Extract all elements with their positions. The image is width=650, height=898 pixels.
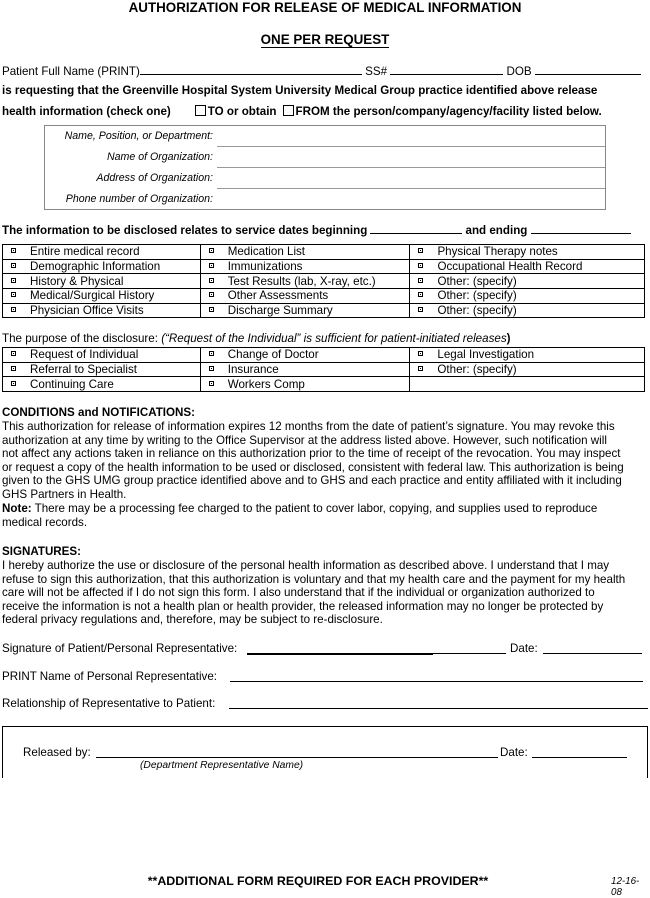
patient-name-label: Patient Full Name (PRINT) xyxy=(2,65,140,78)
option-label: Continuing Care xyxy=(30,377,114,391)
grid-row xyxy=(3,245,645,260)
option-label: Workers Comp xyxy=(227,377,305,391)
patient-name-field[interactable] xyxy=(140,64,362,75)
checkbox-bullet-icon[interactable] xyxy=(418,248,423,253)
option-label: Other: (specify) xyxy=(437,274,517,288)
form-subtitle: ONE PER REQUEST xyxy=(260,32,390,47)
checkbox-bullet-icon[interactable] xyxy=(209,307,214,312)
option-label: Occupational Health Record xyxy=(437,260,583,274)
recipient-row xyxy=(45,126,605,147)
text-line: GHS Partners in Health. xyxy=(2,487,127,501)
grid-cell xyxy=(200,289,410,304)
grid-cell xyxy=(410,274,645,289)
note-text: There may be a processing fee charged to the patient to cover labor, copying, and supplies used to reproduce xyxy=(31,502,598,515)
grid-cell xyxy=(3,245,201,260)
grid-cell xyxy=(200,348,410,363)
grid-row xyxy=(3,289,645,304)
checkbox-bullet-icon[interactable] xyxy=(418,307,423,312)
service-dates-label: The information to be disclosed relates to service dates beginning xyxy=(2,224,368,237)
grid-row xyxy=(3,348,645,363)
grid-cell xyxy=(200,303,410,318)
checkbox-bullet-icon[interactable] xyxy=(209,263,214,268)
purpose-label: The purpose of the disclosure: xyxy=(2,332,158,345)
text-line: This authorization for release of information expires 12 months from the date of patient’s signature. You may revoke this xyxy=(2,420,615,433)
option-label: Entire medical record xyxy=(30,245,140,259)
request-line-2 xyxy=(2,105,602,118)
relationship-label: Relationship of Representative to Patient: xyxy=(2,697,216,710)
grid-cell xyxy=(3,362,201,377)
checkbox-bullet-icon[interactable] xyxy=(418,351,423,356)
patient-line xyxy=(2,64,648,78)
ending-label: and ending xyxy=(465,224,528,237)
to-checkbox[interactable] xyxy=(195,105,206,116)
relationship-field[interactable] xyxy=(229,708,648,709)
checkbox-bullet-icon[interactable] xyxy=(209,366,214,371)
grid-cell xyxy=(3,289,201,304)
option-label: Demographic Information xyxy=(30,260,161,274)
signature-field[interactable] xyxy=(247,653,433,655)
checkbox-bullet-icon[interactable] xyxy=(209,292,214,297)
grid-row xyxy=(3,303,645,318)
text-line: or request a copy of the health information to be used or disclosed, consistent with federal law. This authorization is being xyxy=(2,460,624,474)
grid-cell xyxy=(410,289,645,304)
signature-date-field[interactable] xyxy=(543,653,642,654)
conditions-heading: CONDITIONS and NOTIFICATIONS: xyxy=(2,406,196,419)
check-one-label: health information (check one) xyxy=(2,105,171,118)
checkbox-bullet-icon[interactable] xyxy=(11,307,16,312)
grid-cell xyxy=(410,259,645,274)
conditions-body xyxy=(2,420,648,501)
from-checkbox[interactable] xyxy=(283,105,294,116)
grid-row xyxy=(3,362,645,377)
text-line: care will not be affected if I do not sign this form. I also understand that if the individual or organization authorized to xyxy=(2,586,595,599)
signature-field-extension[interactable] xyxy=(433,653,506,654)
department-rep-note: (Department Representative Name) xyxy=(140,760,304,771)
grid-cell xyxy=(200,274,410,289)
text-line: not affect any actions taken in reliance on this authorization prior to the time of receipt of the revocation. You may inspect xyxy=(2,447,621,460)
to-label: TO xyxy=(207,105,224,118)
released-by-label: Released by: xyxy=(23,746,91,759)
dob-label: DOB xyxy=(506,65,532,78)
form-revision-code: 12-16-08 xyxy=(611,876,640,898)
checkbox-bullet-icon[interactable] xyxy=(418,263,423,268)
option-label: Test Results (lab, X-ray, etc.) xyxy=(227,274,376,288)
grid-cell xyxy=(410,303,645,318)
recipient-row xyxy=(45,147,605,168)
option-label: Other: (specify) xyxy=(437,289,517,303)
grid-cell xyxy=(410,362,645,377)
request-line-1: is requesting that the Greenville Hospital System University Medical Group practice identified above release xyxy=(2,84,598,97)
option-label: Other: (specify) xyxy=(437,363,517,377)
grid-cell xyxy=(200,259,410,274)
checkbox-bullet-icon[interactable] xyxy=(11,263,16,268)
text-line: refuse to sign this authorization, that this authorization is voluntary and that my health care and the payment for my health xyxy=(2,572,626,586)
checkbox-bullet-icon[interactable] xyxy=(11,292,16,297)
grid-cell xyxy=(3,377,201,392)
organization-address-label: Address of Organization: xyxy=(96,172,213,184)
purpose-close: ) xyxy=(506,332,511,345)
checkbox-bullet-icon[interactable] xyxy=(11,278,16,283)
service-dates-line xyxy=(2,223,631,237)
print-name-label: PRINT Name of Personal Representative: xyxy=(2,670,218,683)
checkbox-bullet-icon[interactable] xyxy=(11,366,16,371)
print-name-field[interactable] xyxy=(230,681,643,682)
purpose-grid xyxy=(2,347,645,392)
option-label: Discharge Summary xyxy=(227,304,333,318)
grid-cell xyxy=(410,348,645,363)
checkbox-bullet-icon[interactable] xyxy=(11,351,16,356)
option-label: Other Assessments xyxy=(227,289,329,303)
recipient-box xyxy=(44,125,606,210)
end-date-field[interactable] xyxy=(531,223,631,234)
option-label: Request of Individual xyxy=(30,348,139,362)
option-label: Immunizations xyxy=(227,260,303,274)
option-label: Insurance xyxy=(227,363,279,377)
option-label: Medical/Surgical History xyxy=(30,289,155,303)
text-line: given to the GHS UMG group practice identified above and to GHS and each practice and entity affiliated with it including xyxy=(2,474,622,487)
from-label: FROM the person/company/agency/facility listed below. xyxy=(295,105,602,118)
release-date-field[interactable] xyxy=(532,757,627,758)
information-grid xyxy=(2,244,645,318)
note-line-2: medical records. xyxy=(2,515,88,529)
recipient-name-label: Name, Position, or Department: xyxy=(64,130,213,142)
checkbox-bullet-icon[interactable] xyxy=(11,381,16,386)
checkbox-bullet-icon[interactable] xyxy=(11,248,16,253)
grid-cell xyxy=(200,362,410,377)
signatures-body xyxy=(2,559,648,627)
grid-cell xyxy=(410,377,645,392)
note-label: Note: xyxy=(2,502,32,515)
purpose-note: (“Request of the Individual” is sufficient for patient-initiated releases xyxy=(161,332,507,345)
release-box xyxy=(2,726,648,778)
ss-label: SS# xyxy=(365,65,388,78)
or-obtain-label: or obtain xyxy=(226,105,277,118)
organization-phone-label: Phone number of Organization: xyxy=(65,193,213,205)
option-label: Referral to Specialist xyxy=(30,363,137,377)
option-label: Medication List xyxy=(227,245,306,259)
grid-cell xyxy=(3,259,201,274)
grid-cell xyxy=(3,274,201,289)
recipient-row xyxy=(45,168,605,189)
option-label: Other: (specify) xyxy=(437,304,517,318)
grid-cell xyxy=(200,377,410,392)
text-line: authorization at any time by writing to the Office Supervisor at the address listed above. However, such notification will xyxy=(2,433,607,447)
option-label: Legal Investigation xyxy=(437,348,535,362)
text-line: federal privacy regulations and, therefore, may be subject to re-disclosure. xyxy=(2,613,383,626)
ss-field[interactable] xyxy=(390,64,503,75)
form-title: AUTHORIZATION FOR RELEASE OF MEDICAL INFORMATION xyxy=(128,0,522,15)
purpose-line xyxy=(2,332,511,345)
signature-label: Signature of Patient/Personal Representative: xyxy=(2,642,238,655)
begin-date-field[interactable] xyxy=(370,223,462,234)
grid-row xyxy=(3,274,645,289)
grid-cell xyxy=(3,348,201,363)
grid-cell xyxy=(410,245,645,260)
text-line: receive the information is not a health plan or health provider, the released information may no longer be protected by xyxy=(2,599,604,613)
signature-date-label: Date: xyxy=(510,642,538,655)
grid-row xyxy=(3,259,645,274)
signatures-heading: SIGNATURES: xyxy=(2,545,82,558)
footer-notice: **ADDITIONAL FORM REQUIRED FOR EACH PROVIDER** xyxy=(147,874,489,888)
option-label: Change of Doctor xyxy=(227,348,319,362)
text-line: I hereby authorize the use or disclosure of the personal health information as described above. I understand that I may xyxy=(2,559,610,572)
dob-field[interactable] xyxy=(535,64,641,75)
grid-cell xyxy=(3,303,201,318)
checkbox-bullet-icon[interactable] xyxy=(209,381,214,386)
grid-row xyxy=(3,377,645,392)
checkbox-bullet-icon[interactable] xyxy=(418,366,423,371)
release-date-label: Date: xyxy=(500,746,528,759)
option-label: History & Physical xyxy=(30,274,124,288)
organization-name-label: Name of Organization: xyxy=(107,151,213,163)
grid-cell xyxy=(200,245,410,260)
checkbox-bullet-icon[interactable] xyxy=(209,351,214,356)
checkbox-bullet-icon[interactable] xyxy=(209,278,214,283)
checkbox-bullet-icon[interactable] xyxy=(418,292,423,297)
conditions-note xyxy=(2,502,648,529)
checkbox-bullet-icon[interactable] xyxy=(209,248,214,253)
released-by-field[interactable] xyxy=(96,757,498,758)
checkbox-bullet-icon[interactable] xyxy=(418,278,423,283)
option-label: Physician Office Visits xyxy=(30,304,144,318)
recipient-row xyxy=(45,189,605,210)
note-line-1 xyxy=(2,502,648,516)
option-label: Physical Therapy notes xyxy=(437,245,558,259)
